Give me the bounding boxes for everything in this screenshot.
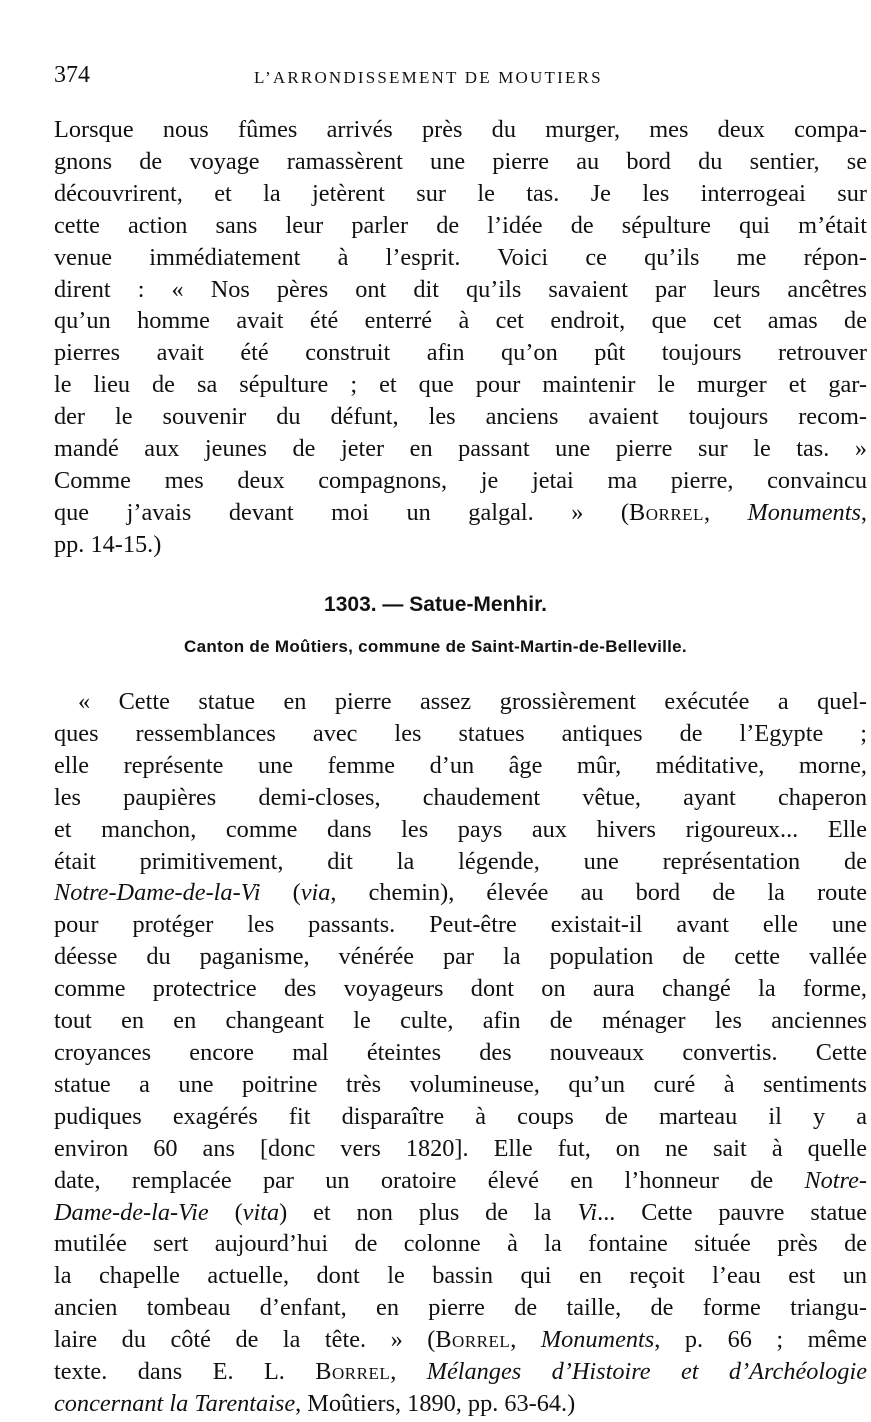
citation-line [54,1356,867,1388]
text-line: la chapelle actuelle, dont le bassin qui en reçoit l’eau est un [54,1262,867,1290]
text-line: était primitivement, dit la légende, une représentation de [54,847,867,875]
author-name: Borrel [629,498,704,526]
text-span: , [703,498,748,526]
work-title: Monuments [747,498,861,526]
text-line: pour protéger les passants. Peut-être existait-il avant elle une [54,911,867,939]
paragraph-statue [54,686,867,1420]
text-line: comme protectrice des voyageurs dont on aura changé la forme, [54,975,867,1003]
author-name: Borrel [435,1326,511,1354]
citation-line [54,1324,867,1356]
text-line [54,1165,867,1197]
text-span: ... Cette pauvre statue [597,1198,868,1226]
running-title: L’ARRONDISSEMENT DE MOUTIERS [254,68,603,87]
text-line: et manchon, comme dans les pays aux hivers rigoureux... Elle [54,815,867,843]
text-line: elle représente une femme d’un âge mûr, méditative, morne, [54,751,867,779]
text-line: ques ressemblances avec les statues antiques de l’Egypte ; [54,719,867,747]
text-span: ) et non plus de la [279,1198,578,1226]
text-span: , chemin), élevée au bord de la route [330,879,867,907]
page-number: 374 [54,62,90,88]
text-line: pudiques exagérés fit disparaître à coups de marteau il y a [54,1102,867,1130]
text-line: mandé aux jeunes de jeter en passant une pierre sur le tas. » [54,435,867,463]
text-line: tout en en changeant le culte, afin de ménager les anciennes [54,1007,867,1035]
text-line: déesse du paganisme, vénérée par la population de cette vallée [54,943,867,971]
italic-name: Notre- [804,1166,867,1194]
text-line: qu’un homme avait été enterré à cet endroit, que cet amas de [54,307,867,335]
text-span: laire du côté de la tête. » ( [54,1326,436,1354]
text-line: gnons de voyage ramassèrent une pierre au bord du sentier, se [54,147,867,175]
author-name: Borrel [315,1358,391,1386]
text-line: mutilée sert aujourd’hui de colonne à la fontaine située près de [54,1230,867,1258]
text-line: der le souvenir du défunt, les anciens avaient toujours recom- [54,403,867,431]
text-line: ancien tombeau d’enfant, en pierre de taille, de forme triangu- [54,1294,867,1322]
text-line: le lieu de sa sépulture ; et que pour maintenir le murger et gar- [54,371,867,399]
italic-word: vita [242,1198,280,1226]
text-line: Comme mes deux compagnons, je jetai ma pierre, convaincu [54,466,867,494]
text-line: « Cette statue en pierre assez grossièrement exécutée a quel- [78,688,867,715]
italic-word: via [300,879,331,907]
text-span: ( [208,1198,243,1226]
entry-title: 1303. — Satue-Menhir. [324,593,547,616]
work-title: concernant la Tarentaise [54,1389,296,1417]
citation-line [54,497,867,529]
text-span: , [390,1358,427,1386]
text-line: environ 60 ans [donc vers 1820]. Elle fut, on ne sait à quelle [54,1134,867,1162]
page-header [54,62,865,92]
text-line [54,877,867,909]
citation-line [54,1388,867,1420]
paragraph-text [54,686,867,1420]
text-line: découvrirent, et la jetèrent sur le tas. Je les interrogeai sur [54,179,867,207]
italic-word: Vi [577,1198,598,1226]
text-line: croyances encore mal éteintes des nouveaux convertis. Cette [54,1038,867,1066]
text-span: date, remplacée par un oratoire élevé en l’honneur de [54,1166,805,1194]
text-line: venue immédiatement à l’esprit. Voici ce qu’ils me répon- [54,243,867,271]
text-line [54,1197,867,1229]
text-span: , [510,1326,541,1354]
text-line: cette action sans leur parler de l’idée de sépulture qui m’était [54,211,867,239]
text-line: pp. 14-15.) [54,530,162,558]
text-span: texte. dans E. L. [54,1358,316,1386]
text-span: , Moûtiers, 1890, pp. 63-64.) [295,1389,576,1417]
text-span: que j’avais devant moi un galgal. » ( [54,498,630,526]
text-line: les paupières demi-closes, chaudement vêtue, ayant chaperon [54,783,867,811]
text-span: ( [260,879,301,907]
italic-name: Dame-de-la-Vie [54,1198,209,1226]
text-span: , [860,498,867,526]
text-span: , p. 66 ; même [654,1326,867,1354]
work-title: Mélanges d’Histoire et d’Archéologie [426,1358,867,1386]
entry-subtitle: Canton de Moûtiers, commune de Saint-Martin-de-Belleville. [184,637,687,656]
paragraph-murger [54,114,867,561]
text-line: statue a une poitrine très volumineuse, qu’un curé à sentiments [54,1070,867,1098]
italic-name: Notre-Dame-de-la-Vi [54,879,261,907]
work-title: Monuments [540,1326,655,1354]
text-line: pierres avait été construit afin qu’on pût toujours retrouver [54,339,867,367]
text-line: Lorsque nous fûmes arrivés près du murger, mes deux compa- [54,116,867,143]
paragraph-text [54,114,867,561]
text-line: dirent : « Nos pères ont dit qu’ils savaient par leurs ancêtres [54,275,867,303]
